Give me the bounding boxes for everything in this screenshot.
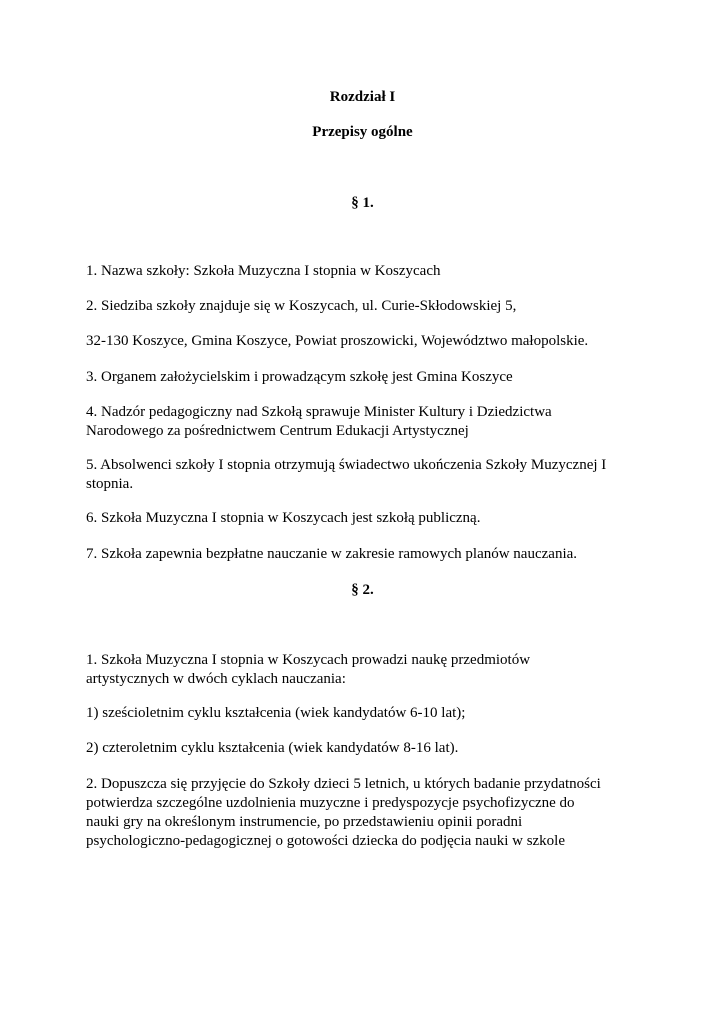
paragraph-line: 6. Szkoła Muzyczna I stopnia w Koszycach jest szkołą publiczną. [86,510,481,526]
paragraph [86,704,646,723]
paragraph-line: Narodowego za pośrednictwem Centrum Edukacji Artystycznej [86,423,469,439]
paragraph-line: nauki gry na określonym instrumencie, po przedstawieniu opinii poradni [86,814,523,830]
paragraph-line: 3. Organem założycielskim i prowadzącym szkołę jest Gmina Koszyce [86,369,513,385]
paragraph [86,368,646,387]
paragraph-line: 2. Siedziba szkoły znajduje się w Koszycach, ul. Curie-Skłodowskiej 5, [86,298,517,314]
paragraph-line: stopnia. [86,476,134,492]
paragraph [86,739,646,758]
paragraph-line: 2) czteroletnim cyklu kształcenia (wiek kandydatów 8-16 lat). [86,740,459,756]
paragraph-line: 4. Nadzór pedagogiczny nad Szkołą sprawuje Minister Kultury i Dziedzictwa [86,404,552,420]
section-mark-1: § 1. [351,195,374,211]
paragraph [86,456,646,494]
paragraph-line: artystycznych w dwóch cyklach nauczania: [86,671,346,687]
paragraph-line: 32-130 Koszyce, Gmina Koszyce, Powiat proszowicki, Województwo małopolskie. [86,333,589,349]
paragraph-line: 5. Absolwenci szkoły I stopnia otrzymują świadectwo ukończenia Szkoły Muzycznej I [86,457,607,473]
chapter-title: Rozdział I [329,89,396,105]
paragraph [86,651,646,689]
paragraph [86,297,646,316]
paragraph-line: 1. Szkoła Muzyczna I stopnia w Koszycach prowadzi naukę przedmiotów [86,652,531,668]
paragraph-line: 2. Dopuszcza się przyjęcie do Szkoły dzieci 5 letnich, u których badanie przydatności [86,776,601,792]
paragraph-line: 1) sześcioletnim cyklu kształcenia (wiek kandydatów 6-10 lat); [86,705,466,721]
paragraph-line: psychologiczno-pedagogicznej o gotowości dziecka do podjęcia nauki w szkole [86,833,566,849]
paragraph [86,332,646,351]
paragraph-line: 1. Nazwa szkoły: Szkoła Muzyczna I stopnia w Koszycach [86,263,441,279]
paragraph [86,509,646,528]
paragraph [86,403,646,441]
paragraph [86,262,646,281]
paragraph [86,545,646,564]
chapter-subtitle: Przepisy ogólne [312,124,413,140]
paragraph [86,775,646,851]
paragraph-line: 7. Szkoła zapewnia bezpłatne nauczanie w zakresie ramowych planów nauczania. [86,546,578,562]
paragraph-line: potwierdza szczególne uzdolnienia muzyczne i predyspozycje psychofizyczne do [86,795,575,811]
section-mark-2: § 2. [351,582,374,598]
